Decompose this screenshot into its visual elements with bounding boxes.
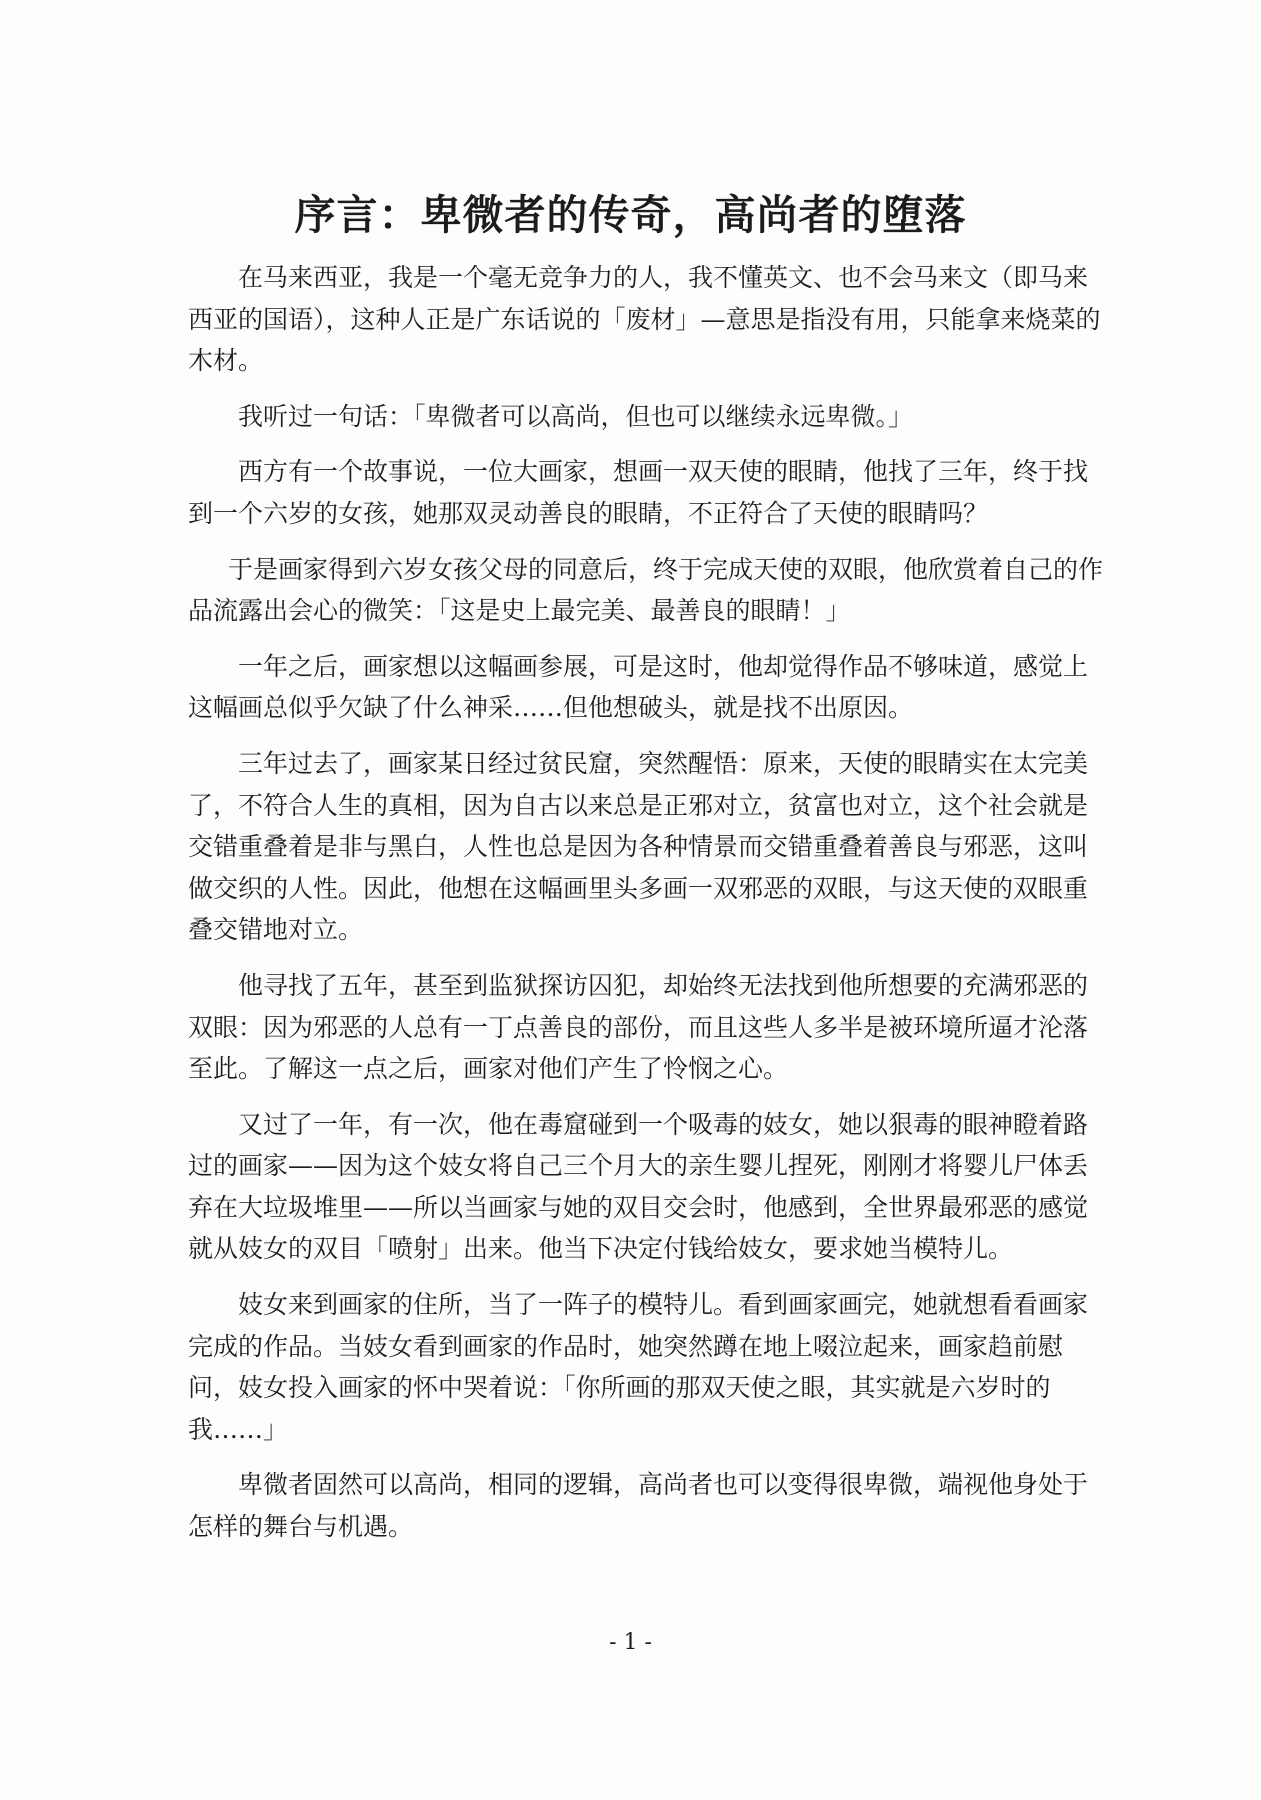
paragraph: 我听过一句话：「卑微者可以高尚，但也可以继续永远卑微。」 [238,401,914,431]
paragraph: 又过了一年，有一次，他在毒窟碰到一个吸毒的妓女，她以狠毒的眼神瞪着路过的画家——因为这个妓女将自己三个月大的亲生婴儿捏死，刚刚才将婴儿尸体丢弃在大垃圾堆里——所以当画家与她的双目交会时，他感到，全世界最邪恶的感觉就从妓女的双目「喷射」出来。他当下决定付钱给妓女，要求她当模特儿。 [188,1109,1089,1264]
body-text [188,257,1103,1562]
page-number: - 1 - [609,1630,652,1655]
paragraph: 他寻找了五年，甚至到监狱探访囚犯，却始终无法找到他所想要的充满邪恶的双眼：因为邪恶的人总有一丁点善良的部份，而且这些人多半是被环境所逼才沦落至此。了解这一点之后，画家对他们产生了怜悯之心。 [188,970,1089,1084]
paragraph: 在马来西亚，我是一个毫无竞争力的人，我不懂英文、也不会马来文（即马来西亚的国语），这种人正是广东话说的「废材」—意思是指没有用，只能拿来烧菜的木材。 [188,263,1101,376]
paragraph: 三年过去了，画家某日经过贫民窟，突然醒悟：原来，天使的眼睛实在太完美了，不符合人生的真相，因为自古以来总是正邪对立，贫富也对立，这个社会就是交错重叠着是非与黑白，人性也总是因为各种情景而交错重叠着善良与邪恶，这叫做交织的人性。因此，他想在这幅画里头多画一双邪恶的双眼，与这天使的双眼重叠交错地对立。 [188,748,1089,945]
paragraph: 卑微者固然可以高尚，相同的逻辑，高尚者也可以变得很卑微，端视他身处于怎样的舞台与机遇。 [188,1470,1089,1542]
paragraph: 于是画家得到六岁女孩父母的同意后，终于完成天使的双眼，他欣赏着自己的作品流露出会心的微笑：「这是史上最完美、最善良的眼睛！」 [188,554,1104,626]
page-title: 序言：卑微者的传奇，高尚者的堕落 [294,191,967,239]
paragraph: 妓女来到画家的住所，当了一阵子的模特儿。看到画家画完，她就想看看画家完成的作品。当妓女看到画家的作品时，她突然蹲在地上啜泣起来，画家趋前慰问，妓女投入画家的怀中哭着说：「你所画的那双天使之眼，其实就是六岁时的我……」 [188,1290,1089,1444]
paragraph: 一年之后，画家想以这幅画参展，可是这时，他却觉得作品不够味道，感觉上这幅画总似乎欠缺了什么神采……但他想破头，就是找不出原因。 [188,651,1089,723]
paragraph: 西方有一个故事说，一位大画家，想画一双天使的眼睛，他找了三年，终于找到一个六岁的女孩，她那双灵动善良的眼睛，不正符合了天使的眼睛吗？ [188,457,1089,528]
